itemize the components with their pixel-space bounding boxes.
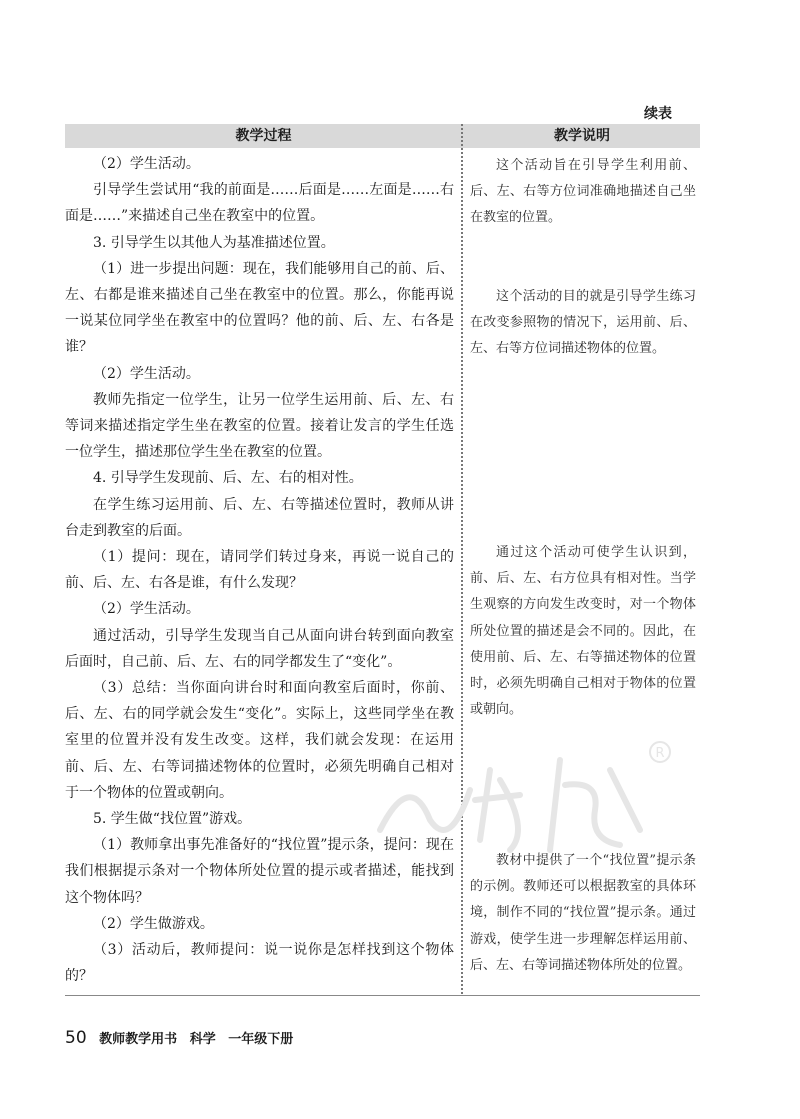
process-paragraph: （3）总结：当你面向讲台时和面向教室后面时，你前、后、左、右的同学就会发生“变化”。实际上，这些同学坐在教室里的位置并没有发生改变。这样，我们就会发现：在运用前、后、左、右等词描述物体的位置时，必须先明确自己相对于一个物体的位置或朝向。 [65,680,454,801]
process-paragraph: （2）学生活动。 [93,156,200,172]
continued-label: 续表 [644,106,672,122]
note-paragraph: 这个活动的目的就是引导学生练习在改变参照物的情况下，运用前、后、左、右等方位词描述物体的位置。 [470,289,696,357]
table-header [65,124,700,148]
page-footer [65,1028,301,1048]
table-bottom-rule [65,995,700,996]
process-paragraph: 教师先指定一位学生，让另一位学生运用前、后、左、右等词来描述指定学生坐在教室的位置。接着让发言的学生任选一位学生，描述那位学生坐在教室的位置。 [65,391,454,461]
note-paragraph: 教材中提供了一个“找位置”提示条的示例。教师还可以根据教室的具体环境，制作不同的“找位置”提示条。通过游戏，使学生进一步理解怎样运用前、后、左、右等词描述物体所处的位置。 [470,853,696,973]
column-divider [461,124,463,994]
teaching-process-column [65,151,454,990]
process-paragraph: 在学生练习运用前、后、左、右等描述位置时，教师从讲台走到教室的后面。 [65,496,454,539]
page-number: 50 [65,1028,87,1048]
process-paragraph: 通过活动，引导学生发现当自己从面向讲台转到面向教室后面时，自己前、后、左、右的同学都发生了“变化”。 [65,627,454,670]
process-paragraph: （2）学生活动。 [93,365,200,382]
process-paragraph: （1）提问：现在，请同学们转过身来，再说一说自己的前、后、左、右各是谁，有什么发现？ [65,549,454,592]
book-title: 教师教学用书 [99,1032,178,1047]
process-paragraph: （1）教师拿出事先准备好的“找位置”提示条，提问：现在我们根据提示条对一个物体所处位置的提示或者描述，能找到这个物体吗？ [65,837,454,906]
process-paragraph: （2）学生活动。 [93,601,200,618]
note-paragraph: 通过这个活动可使学生认识到，前、后、左、右方位具有相对性。当学生观察的方向发生改变时，对一个物体所处位置的描述是会不同的。因此，在使用前、后、左、右等描述物体的位置时，必须先明确自己相对于物体的位置或朝向。 [470,545,696,718]
process-paragraph: 引导学生尝试用“我的前面是……后面是……左面是……右面是……”来描述自己坐在教室中的位置。 [65,182,454,225]
svg-text:R: R [655,746,665,761]
process-paragraph: 3. 引导学生以其他人为基准描述位置。 [93,234,335,251]
header-teaching-notes: 教学说明 [554,128,610,144]
note-paragraph: 这个活动旨在引导学生利用前、后、左、右等方位词准确地描述自己坐在教室的位置。 [470,158,696,226]
process-paragraph: （2）学生做游戏。 [93,915,214,932]
grade-label: 一年级下册 [228,1032,294,1047]
process-paragraph: （1）进一步提出问题：现在，我们能够用自己的前、后、左、右都是谁来描述自己坐在教室中的位置。那么，你能再说一说某位同学坐在教室中的位置吗？他的前、后、左、右各是谁？ [65,260,454,356]
process-paragraph: 5. 学生做“找位置”游戏。 [93,811,252,828]
header-teaching-process: 教学过程 [235,128,292,144]
process-paragraph: （3）活动后，教师提问：说一说你是怎样找到这个物体的？ [65,942,454,985]
subject-label: 科学 [189,1032,216,1047]
process-paragraph: 4. 引导学生发现前、后、左、右的相对性。 [93,470,363,487]
